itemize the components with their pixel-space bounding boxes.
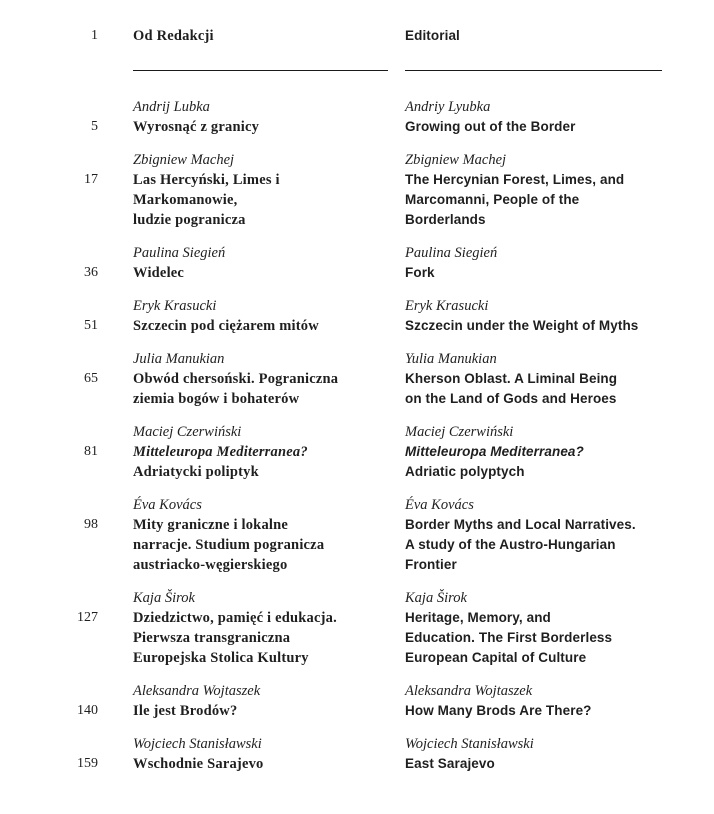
pl-column-cell [133,97,388,137]
pl-author: Maciej Czerwiński [133,424,242,440]
pl-title-line: Dziedzictwo, pamięć i edukacja. [133,610,337,626]
toc-entry [0,349,714,409]
pl-title-block [133,701,388,721]
pl-title-line: Szczecin pod ciężarem mitów [133,318,319,334]
pl-column-divider [133,70,388,71]
toc-entry [0,588,714,668]
page-number: 159 [77,756,98,771]
en-author: Eryk Krasucki [405,298,489,314]
en-title-line: The Hercynian Forest, Limes, and [405,172,625,187]
en-author: Paulina Siegień [405,245,498,261]
en-title-line: Growing out of the Border [405,119,576,134]
en-title-line: Mitteleuropa Mediterranea? [405,444,584,459]
page-number: 81 [84,444,98,459]
pl-title-block [133,316,388,336]
pl-author: Andrij Lubka [133,99,210,115]
en-title-block [405,754,662,774]
page-number: 17 [84,172,98,187]
pl-title-line: Mity graniczne i lokalne [133,517,289,533]
pl-title-block [133,754,388,774]
en-title-block [405,608,662,668]
en-column-cell [405,296,662,336]
pl-author: Paulina Siegień [133,245,226,261]
en-column-divider [405,70,662,71]
pl-author: Éva Kovács [133,497,202,513]
en-title-line: Frontier [405,557,457,572]
en-author: Éva Kovács [405,497,474,513]
page-number: 36 [84,265,98,280]
en-title-line: Kherson Oblast. A Liminal Being [405,371,618,386]
toc-entry [0,495,714,575]
page-number: 140 [77,703,98,718]
pl-column-cell [133,243,388,283]
toc-entry [0,734,714,774]
pl-title-block [133,117,388,137]
toc-front-matter-row [0,26,714,46]
en-title-line: on the Land of Gods and Heroes [405,391,617,406]
pl-title-line: Adriatycki poliptyk [133,464,259,480]
en-title-line: Education. The First Borderless [405,630,613,645]
pl-author: Wojciech Stanisławski [133,736,262,752]
en-author: Zbigniew Machej [405,152,507,168]
pl-title-block [133,515,388,575]
pl-author: Kaja Širok [133,590,195,606]
en-title-line: A study of the Austro-Hungarian [405,537,616,552]
en-title-line: European Capital of Culture [405,650,587,665]
en-title-line: Heritage, Memory, and [405,610,551,625]
page-number: 1 [91,28,98,43]
pl-author: Julia Manukian [133,351,225,367]
en-author: Maciej Czerwiński [405,424,514,440]
en-title-block [405,170,662,230]
pl-title-line: austriacko-węgierskiego [133,557,288,573]
en-title-block [405,117,662,137]
en-column-cell [405,495,662,575]
en-title-line: Border Myths and Local Narratives. [405,517,636,532]
pl-title-block [133,442,388,482]
pl-title-block [133,263,388,283]
en-column-cell [405,150,662,230]
page-number: 5 [91,119,98,134]
pl-title-line: Pierwsza transgraniczna [133,630,291,646]
toc-entry [0,243,714,283]
pl-column-cell [133,422,388,482]
page-number: 51 [84,318,98,333]
page-number: 98 [84,517,98,532]
en-title-block [405,369,662,409]
pl-title-line: Wschodnie Sarajevo [133,756,264,772]
pl-title-line: Widelec [133,265,185,281]
en-column-cell [405,422,662,482]
en-column-cell [405,681,662,721]
divider-row [0,70,714,71]
en-title-line: Fork [405,265,435,280]
toc-entry [0,681,714,721]
pl-title-line: ludzie pogranicza [133,212,246,228]
pl-title-line: narracje. Studium pogranicza [133,537,325,553]
pl-title-block [133,170,388,230]
page-number: 127 [77,610,98,625]
toc-entry [0,296,714,336]
page-number: 65 [84,371,98,386]
en-title-block [405,263,662,283]
en-title-block [405,316,662,336]
en-author: Yulia Manukian [405,351,497,367]
en-column-cell [405,349,662,409]
toc-entry [0,97,714,137]
en-title-line: East Sarajevo [405,756,495,771]
pl-author: Zbigniew Machej [133,152,235,168]
en-title-block [405,701,662,721]
en-column-cell [405,588,662,668]
pl-column-cell [133,495,388,575]
pl-column-cell [133,588,388,668]
en-title-line: Adriatic polyptych [405,464,525,479]
pl-column-cell [133,349,388,409]
pl-title-line: Wyrosnąć z granicy [133,119,260,135]
pl-title-line: Europejska Stolica Kultury [133,650,309,666]
en-title-block [405,515,662,575]
en-column-cell [405,243,662,283]
pl-title-line: ziemia bogów i bohaterów [133,391,300,407]
pl-column-cell [133,150,388,230]
pl-column-cell [133,734,388,774]
pl-column-cell [133,681,388,721]
toc-entry [0,150,714,230]
pl-title-line: Mitteleuropa Mediterranea? [133,444,308,460]
en-column-cell [405,734,662,774]
en-title-line: How Many Brods Are There? [405,703,592,718]
en-title-line: Marcomanni, People of the Borderlands [405,192,580,227]
en-column-cell [405,97,662,137]
pl-title-line: Las Hercyński, Limes i Markomanowie, [133,172,280,208]
toc-entries [0,97,714,774]
en-title-line: Szczecin under the Weight of Myths [405,318,639,333]
pl-column-cell [133,296,388,336]
pl-title-line: Ile jest Brodów? [133,703,238,719]
pl-author: Aleksandra Wojtaszek [133,683,261,699]
en-author: Kaja Širok [405,590,467,606]
en-title-line: Editorial [405,28,460,43]
toc-entry [0,422,714,482]
en-author: Wojciech Stanisławski [405,736,534,752]
en-title-block [405,442,662,482]
pl-title-block [133,608,388,668]
pl-author: Eryk Krasucki [133,298,217,314]
en-author: Andriy Lyubka [405,99,491,115]
pl-title-block [133,369,388,409]
pl-title-line: Od Redakcji [133,28,214,44]
en-author: Aleksandra Wojtaszek [405,683,533,699]
pl-title-line: Obwód chersoński. Pograniczna [133,371,339,387]
